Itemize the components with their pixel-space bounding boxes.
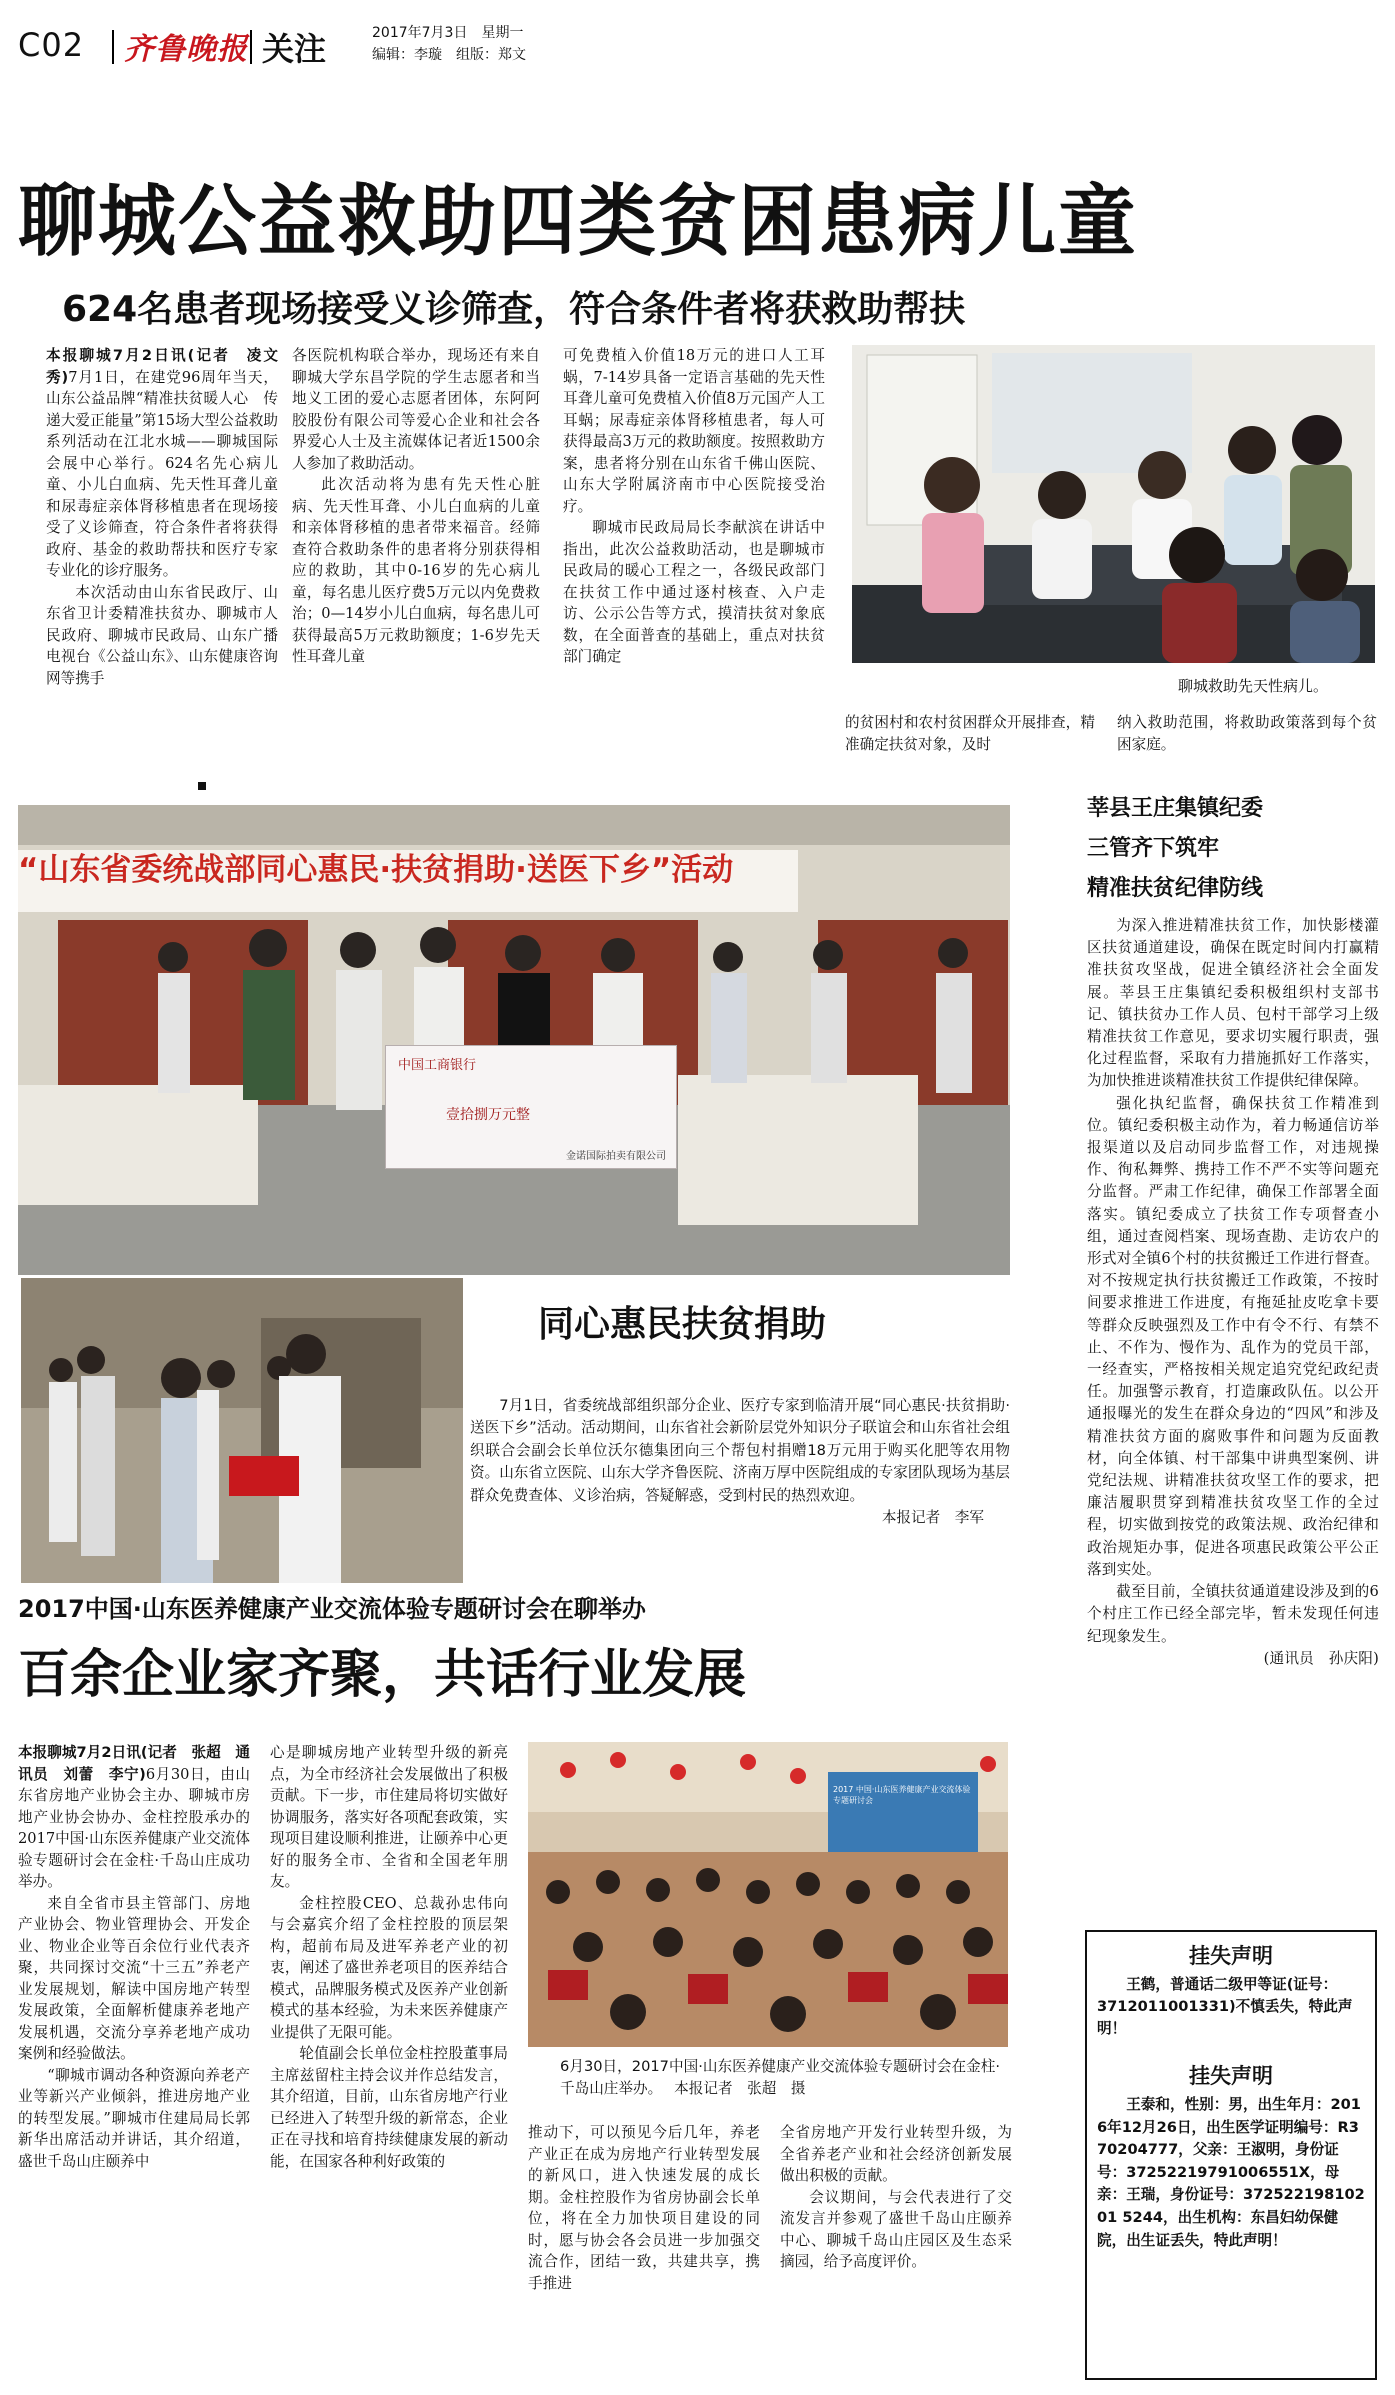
second-para-6: 轮值副会长单位金柱控股董事局主席兹留柱主持会议并作总结发言，其介绍道，目前，山东省房地产行业已经进入了转型升级的新常态，企业正在寻找和培育持续健康发展的新动能，在国家各种利好政策的 [270,2045,508,2170]
lead-photo-caption: 聊城救助先天性病儿。 [1178,677,1329,695]
lead-headline: 聊城公益救助四类贫困患病儿童 [18,177,1139,267]
conference-stage-text: 2017 中国·山东医养健康产业交流体验专题研讨会 [833,1785,971,1805]
notice-2-title: 挂失声明 [1189,2064,1273,2088]
second-para-9: 会议期间，与会代表进行了交流发言并参观了盛世千岛山庄颐养中心、聊城千岛山庄园区及生态采摘园，给予高度评价。 [780,2188,1012,2270]
conference-caption: 6月30日，2017中国·山东医养健康产业交流体验专题研讨会在金柱·千岛山庄举办。 本报记者 张超 摄 [560,2058,1000,2097]
lead-para-5: 可免费植入价值18万元的进口人工耳蜗，7-14岁具备一定语言基础的先天性耳聋儿童可免费植入价值8万元国产人工耳蜗；尿毒症亲体肾移植患者，每人可获得最高3万元的救助额度。按照救助方案，患者将分别在山东省千佛山医院、山东大学附属济南市中心医院接受治疗。 [563,347,825,515]
second-col-4 [780,2122,1012,2382]
second-para-5: 金柱控股CEO、总裁孙忠伟向与会嘉宾介绍了金柱控股的顶层架构，超前布局及进军养老产业的初衷，阐述了盛世养老项目的医养结合模式，品牌服务模式及医养产业创新模式的基本经验，为未来医养健康产业提供了无限可能。 [270,1894,508,2041]
second-para-7: 推动下，可以预见今后几年，养老产业正在成为房地产行业转型发展的新风口，进入快速发展的成长期。金柱控股作为省房协副会长单位，将在全力加快项目建设的同时，愿与协会各会员进一步加强交流合作，团结一致，共建共享，携手推进 [528,2124,760,2292]
lead-col-1 [46,345,278,800]
issue-date: 2017年7月3日 星期一 [372,25,524,41]
feature-marker [198,782,206,790]
sidebar-byline: (通讯员 孙庆阳) [1263,1649,1379,1667]
masthead-divider-1 [112,30,114,64]
lead-para-2: 本次活动由山东省民政厅、山东省卫计委精准扶贫办、聊城市人民政府、聊城市民政局、山东广播电视台《公益山东》、山东健康咨询网等携手 [46,583,278,687]
notice-1-title: 挂失声明 [1189,1944,1273,1968]
notice-2-body: 王泰和，性别：男，出生年月：2016年12月26日，出生医学证明编号：R370204777，父亲：王淑明，身份证号：3725221979​1006551X，母亲：王瑞，身份证号：3725221981​0201 5244，出生机构：东昌妇幼保健院，出生证丢失，特此声明！ [1097,2096,1365,2249]
sidebar-para-2: 强化执纪监督，确保扶贫工作精准到位。镇纪委积极主动作为，着力畅通信访举报渠道以及启动同步监督工作，对违规操作、徇私舞弊、携持工作不严不实等问题充分监督。严肃工作纪律，确保工作部署全面落实。镇纪委成立了扶贫工作专项督查小组，通过查阅档案、现场查勘、走访农户的形式对全镇6个村的扶贫搬迁工作进行督查。对不按规定执行扶贫搬迁工作政策，不按时间要求推进工作进度，有拖延扯皮吃拿卡要等群众反映强烈及工作中有令不行、有禁不止、不作为、慢作为、乱作为的党员干部，一经查实，严格按相关规定追究党纪政纪责任。加强警示教育，打造廉政队伍。以公开通报曝光的发生在群众身边的“四风”和涉及精准扶贫方面的腐败事件和问题为反面教材，向全体镇、村干部集中讲典型案例、讲党纪法规、讲精准扶贫攻坚工作的要求，把廉洁履职贯穿到精准扶贫攻坚工作的全过程，切实做到按党的政策法规、政治纪律和政治规矩办事，促进各项惠民政策公平公正落到实处。 [1087,1094,1379,1578]
second-col-3 [528,2122,760,2382]
lead-para-3: 各医院机构联合举办，现场还有来自聊城大学东昌学院的学生志愿者和当地义工团的爱心志愿者团体，东阿阿胶股份有限公司等爱心企业和社会各界爱心人士及主流媒体记者近1500余人参加了救助活动。 [292,347,540,472]
feature-overlay-title: 同心惠民扶贫捐助 [520,1294,844,1356]
second-col-1 [18,1742,250,2387]
notices-box [1085,1930,1377,2380]
masthead-divider-2 [250,30,252,64]
lead-para-4: 此次活动将为患有先天性心脏病、先天性耳聋、小儿白血病的儿童和亲体肾移植的患者带来福音。经筛查符合救助条件的患者将分别获得相应的救助，其中0-16岁的先心病儿童，每名患儿医疗费5万元以内免费救治；0—14岁小儿白血病，每名患儿可获得最高5万元救助额度；1-6岁先天性耳聋儿童 [292,476,540,665]
lead-col-3 [563,345,825,775]
lead-photo-illustration [852,345,1375,663]
check-amount: 壹拾捌万元整 [446,1107,530,1123]
second-para-1: 6月30日，由山东省房地产业协会主办、聊城市房地产业协会协办、金柱控股承办的2017中国·山东医养健康产业交流体验专题研讨会在金柱·千岛山庄成功举办。 [18,1765,250,1890]
lead-dateline: 本报聊城7月2日讯(记者 凌文秀) [46,347,278,386]
lead-para-6: 聊城市民政局局长李献滨在讲话中指出，此次公益救助活动，也是聊城市民政局的暖心工程之一，各级民政部门在扶贫工作中通过逐村核查、入户走访、公示公告等方式，摸清扶贫对象底数，在全面普查的基础上，重点对扶贫部门确定 [563,519,825,665]
lead-para-1: 7月1日，在建党96周年当天，山东公益品牌“精准扶贫暖人心 传递大爱正能量”第15场大型公益救助系列活动在江北水城——聊城国际会展中心举行。624名先心病儿童、小儿白血病、先天性耳聋儿童和尿毒症亲体肾移植患者在现场接受了义诊筛查，符合条件者将获得政府、基金的救助帮扶和医疗专家专业化的诊疗服务。 [46,368,278,579]
section-name: 关注 [262,30,327,68]
second-para-8: 全省房地产开发行业转型升级，为全省养老产业和社会经济创新发展做出积极的贡献。 [780,2124,1012,2184]
second-dateline: 本报聊城7月2日讯(记者 张超 通讯员 刘蕾 李宁) [18,1744,250,1783]
feature-byline: 本报记者 李军 [881,1509,984,1527]
lead-photo [852,345,1375,663]
notice-1-body: 王鹤，普通话二级甲等证(证号：37120110013​31)不慎丢失，特此声明！ [1097,1976,1353,2037]
sidebar-para-3: 截至目前，全镇扶贫通道建设涉及到的6个村庄工作已经全部完毕，暂未发现任何违纪现象发生。 [1087,1583,1379,1645]
check-company: 金诺国际拍卖有限公司 [566,1151,666,1162]
page-code: C02 [18,26,85,64]
second-para-4: 心是聊城房地产业转型升级的新亮点，为全市经济社会发展做出了积极贡献。下一步，市住建局将切实做好协调服务，落实好各项配套政策，实现项目建设顺利推进，让颐养中心更好的服务全市、全省和全国老年朋友。 [270,1744,508,1890]
second-para-3: “聊城市调动各种资源向养老产业等新兴产业倾斜，推进房地产业的转型发展。”聊城市住建局局长郭新华出席活动并讲话，其介绍道，盛世千岛山庄颐养中 [18,2066,250,2170]
inset-photo-illustration [21,1278,463,1583]
conference-photo [528,1742,1008,2047]
feature-caption: 7月1日，省委统战部组织部分企业、医疗专家到临清开展“同心惠民·扶贫捐助·送医下乡”活动。活动期间，山东省社会新阶层党外知识分子联谊会和山东省社会组织联合会副会长单位沃尔德集团向三个帮包村捐赠18万元用于购买化肥等农用物资。山东省立医院、山东大学齐鲁医院、济南万厚中医院组成的专家团队现场为基层群众免费查体、义诊治病，答疑解惑，受到村民的热烈欢迎。 本报记者 李军 [470,1395,1010,1585]
lead-subhead: 624名患者现场接受义诊筛查，符合条件者将获救助帮扶 [62,289,966,330]
lead-tail-b: 纳入救助范围，将救助政策落到每个贫困家庭。 [1117,714,1377,753]
second-kicker: 2017中国·山东医养健康产业交流体验专题研讨会在聊举办 [18,1595,646,1623]
second-headline: 百余企业家齐聚，共话行业发展 [18,1645,747,1705]
second-col-2 [270,1742,508,2387]
sidebar-body [1087,915,1379,1920]
check-bank: 中国工商银行 [398,1058,477,1073]
donation-check [385,1045,677,1169]
sidebar-headline-2: 三管齐下筑牢 [1087,836,1220,861]
feature-photo-inset [18,1275,466,1586]
sidebar-headline-1: 莘县王庄集镇纪委 [1087,796,1264,821]
editor-credits: 编辑：李璇 组版：郑文 [372,47,526,63]
lead-tail-a: 的贫困村和农村贫困群众开展排查，精准确定扶贫对象，及时 [845,714,1095,753]
event-banner: “山东省委统战部同心惠民·扶贫捐助·送医下乡”活动 [18,852,734,888]
sidebar-headline-3: 精准扶贫纪律防线 [1087,876,1264,901]
second-para-2: 来自全省市县主管部门、房地产业协会、物业管理协会、开发企业、物业企业等百余位行业代表齐聚，共同探讨交流“十三五”养老产业发展规划，解读中国房地产转型发展政策，全面解析健康养老地产发展机遇，交流分享养老地产成功案例和经验做法。 [18,1894,250,2062]
conference-photo-byline: 本报记者 张超 摄 [674,2080,806,2097]
lead-col-2 [292,345,540,800]
sidebar-para-1: 为深入推进精准扶贫工作，加快影楼灌区扶贫通道建设，确保在既定时间内打赢精准扶贫攻坚战，促进全镇经济社会全面发展。莘县王庄集镇纪委积极组织村支部书记、镇扶贫办工作人员、包村干部学习上级精准扶贫工作意见，要求切实履行职责，强化过程监督，采取有力措施抓好工作落实，为加快推进谈精准扶贫工作提供纪律保障。 [1087,917,1379,1090]
paper-logo: 齐鲁晚报 [124,32,248,67]
